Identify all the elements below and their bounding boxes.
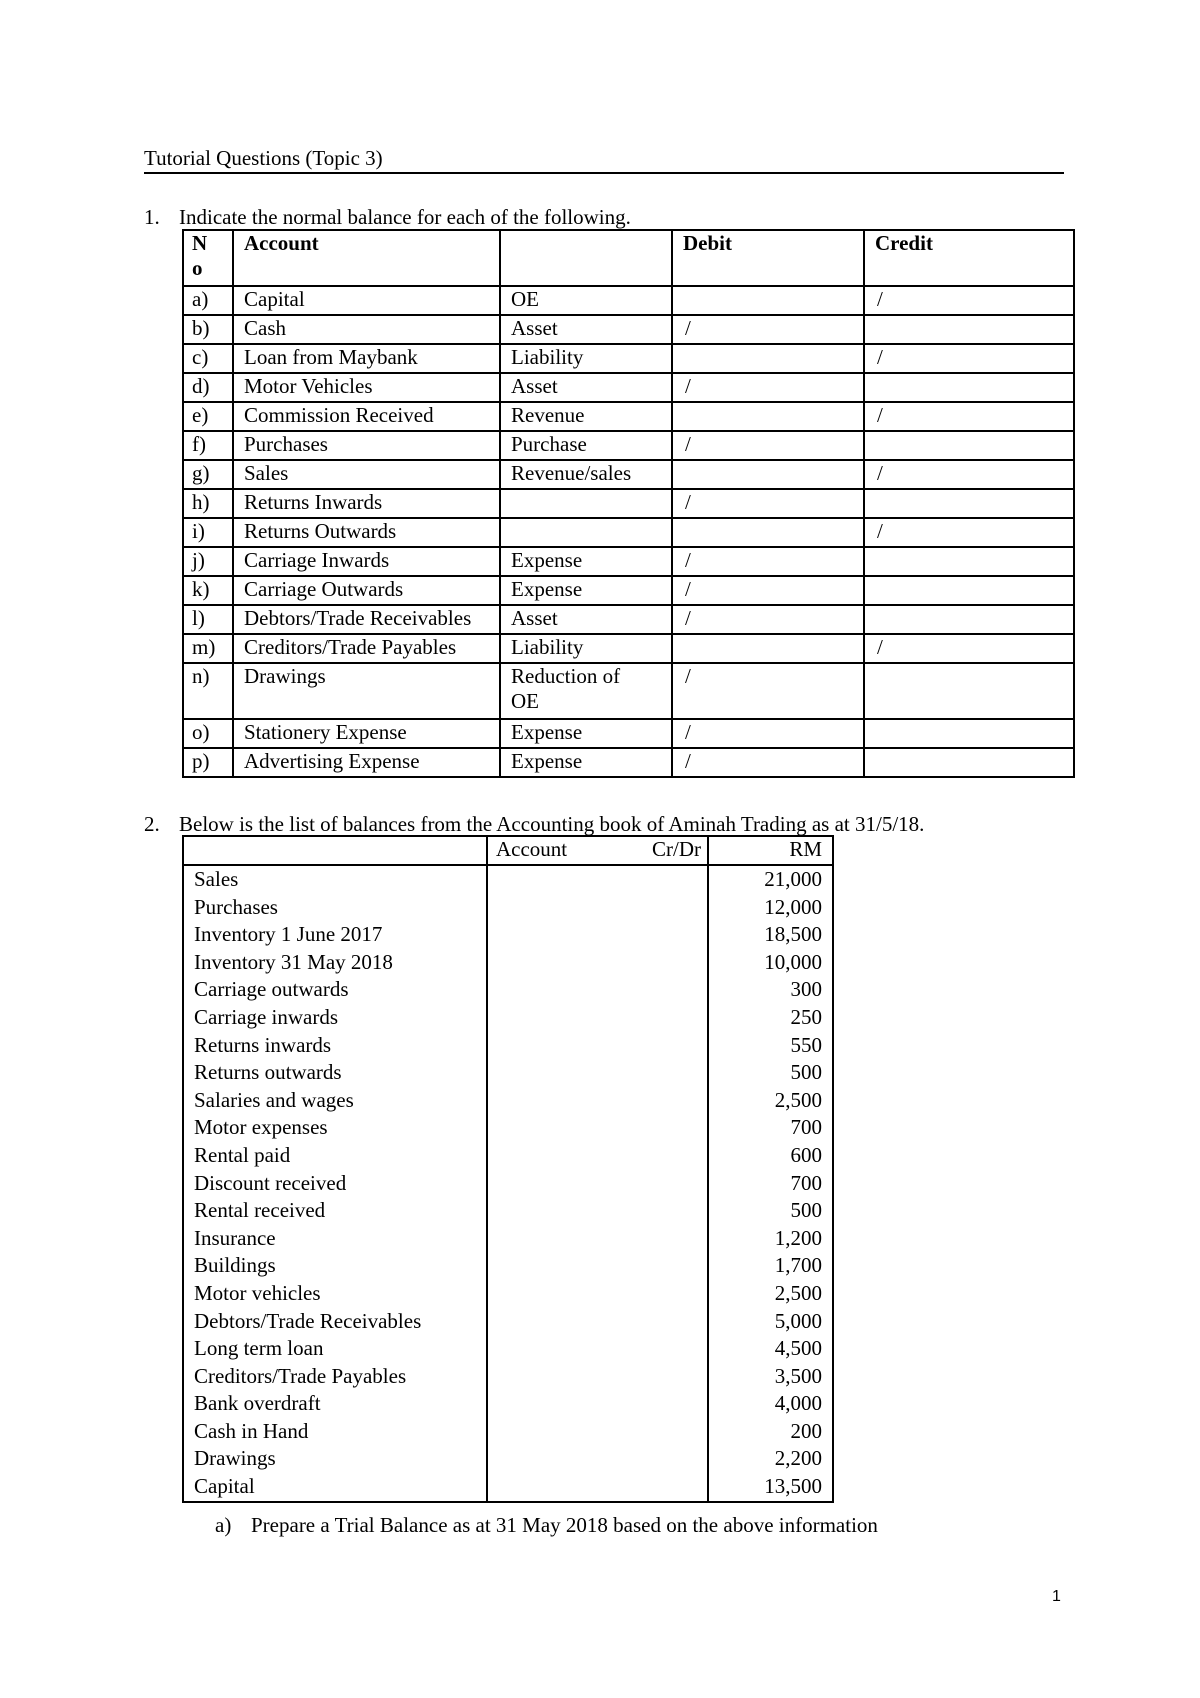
row-type: Asset [500,373,672,402]
row-account: Advertising Expense [233,748,500,777]
col-debit: Debit [672,230,864,286]
row-name: Long term loan [183,1335,487,1363]
row-debit [672,518,864,547]
row-credit [864,315,1074,344]
row-crdr [487,1418,708,1446]
question-number: 1. [144,205,160,229]
table-row [183,402,1074,431]
row-account: Stationery Expense [233,719,500,748]
row-debit: / [672,576,864,605]
row-no: k) [183,576,233,605]
sub-question-a [215,1513,878,1537]
row-account: Returns Outwards [233,518,500,547]
row-crdr [487,1114,708,1142]
table-row [183,460,1074,489]
table-row [183,894,833,922]
table-row [183,1280,833,1308]
row-type [500,518,672,547]
row-name: Sales [183,865,487,894]
row-amount: 600 [708,1142,833,1170]
row-amount: 500 [708,1059,833,1087]
row-name: Purchases [183,894,487,922]
page-number: 1 [1052,1588,1061,1605]
col-no: N o [183,230,233,286]
row-amount: 3,500 [708,1363,833,1391]
question-2 [144,812,924,836]
col-rm: RM [708,836,833,865]
normal-balance-table [182,229,1075,778]
table-row [183,315,1074,344]
question-text: Below is the list of balances from the Accounting book of Aminah Trading as at 31/5/18. [179,812,925,836]
sub-question-text: Prepare a Trial Balance as at 31 May 2018 based on the above information [251,1513,878,1537]
row-credit: / [864,402,1074,431]
row-crdr [487,1059,708,1087]
row-account: Cash [233,315,500,344]
row-no: a) [183,286,233,315]
table-row [183,719,1074,748]
row-amount: 18,500 [708,921,833,949]
row-crdr [487,921,708,949]
row-crdr [487,1252,708,1280]
row-credit: / [864,460,1074,489]
table-row [183,976,833,1004]
table-row [183,1142,833,1170]
col-type [500,230,672,286]
row-credit [864,663,1074,719]
table-row [183,748,1074,777]
row-name: Carriage inwards [183,1004,487,1032]
row-debit [672,286,864,315]
table-row [183,1197,833,1225]
row-amount: 4,000 [708,1390,833,1418]
row-name: Bank overdraft [183,1390,487,1418]
row-crdr [487,894,708,922]
row-amount: 5,000 [708,1308,833,1336]
table-header-row [183,836,833,865]
row-name: Discount received [183,1170,487,1198]
row-type: Asset [500,605,672,634]
row-amount: 200 [708,1418,833,1446]
row-crdr [487,949,708,977]
table-row [183,605,1074,634]
row-name: Inventory 31 May 2018 [183,949,487,977]
row-debit: / [672,605,864,634]
table-row [183,1032,833,1060]
row-account: Capital [233,286,500,315]
row-amount: 13,500 [708,1473,833,1502]
table-row [183,1114,833,1142]
row-crdr [487,1197,708,1225]
row-no: b) [183,315,233,344]
page-title: Tutorial Questions (Topic 3) [144,146,1064,174]
row-account: Loan from Maybank [233,344,500,373]
question-number: 2. [144,812,160,836]
row-account: Carriage Outwards [233,576,500,605]
row-amount: 4,500 [708,1335,833,1363]
table-row [183,1390,833,1418]
row-debit: / [672,748,864,777]
row-credit: / [864,518,1074,547]
row-amount: 700 [708,1114,833,1142]
row-name: Drawings [183,1445,487,1473]
row-crdr [487,1142,708,1170]
row-type: Expense [500,719,672,748]
row-type: Revenue [500,402,672,431]
col-account-crdr [487,836,708,865]
row-name: Motor expenses [183,1114,487,1142]
row-crdr [487,1170,708,1198]
col-crdr-label: Cr/Dr [652,837,701,861]
table-row [183,1059,833,1087]
table-row [183,663,1074,719]
row-crdr [487,1032,708,1060]
table-row [183,1445,833,1473]
row-credit [864,748,1074,777]
row-name: Rental received [183,1197,487,1225]
row-name: Salaries and wages [183,1087,487,1115]
table-row [183,865,833,894]
row-debit: / [672,373,864,402]
row-type: Asset [500,315,672,344]
row-account: Commission Received [233,402,500,431]
table-row [183,1363,833,1391]
row-debit [672,634,864,663]
row-debit [672,344,864,373]
table-row [183,1308,833,1336]
row-debit: / [672,489,864,518]
row-crdr [487,865,708,894]
row-credit [864,576,1074,605]
row-no: d) [183,373,233,402]
row-amount: 2,500 [708,1280,833,1308]
row-no: g) [183,460,233,489]
table-row [183,1335,833,1363]
row-credit [864,719,1074,748]
row-amount: 550 [708,1032,833,1060]
table-header-row [183,230,1074,286]
row-name: Inventory 1 June 2017 [183,921,487,949]
question-text: Indicate the normal balance for each of the following. [179,205,631,229]
row-amount: 1,200 [708,1225,833,1253]
row-no: n) [183,663,233,719]
row-type: Purchase [500,431,672,460]
table-row [183,921,833,949]
row-amount: 300 [708,976,833,1004]
row-type [500,489,672,518]
row-crdr [487,1225,708,1253]
table-row [183,489,1074,518]
row-credit: / [864,286,1074,315]
row-debit [672,460,864,489]
row-name: Rental paid [183,1142,487,1170]
row-type: Reduction of OE [500,663,672,719]
row-amount: 10,000 [708,949,833,977]
row-debit: / [672,431,864,460]
table-row [183,1418,833,1446]
row-crdr [487,1004,708,1032]
row-no: h) [183,489,233,518]
row-crdr [487,1335,708,1363]
row-name: Returns outwards [183,1059,487,1087]
row-account: Purchases [233,431,500,460]
row-crdr [487,1087,708,1115]
row-account: Carriage Inwards [233,547,500,576]
table-row [183,576,1074,605]
row-account: Sales [233,460,500,489]
row-amount: 500 [708,1197,833,1225]
table-row [183,344,1074,373]
row-no: f) [183,431,233,460]
table-row [183,1004,833,1032]
row-no: j) [183,547,233,576]
table-row [183,1252,833,1280]
table-row [183,373,1074,402]
row-credit [864,489,1074,518]
row-amount: 250 [708,1004,833,1032]
balances-table [182,835,834,1503]
table-row [183,547,1074,576]
row-name: Debtors/Trade Receivables [183,1308,487,1336]
table-row [183,1170,833,1198]
row-credit [864,431,1074,460]
table-row [183,1473,833,1502]
row-debit [672,402,864,431]
row-credit [864,373,1074,402]
row-name: Creditors/Trade Payables [183,1363,487,1391]
row-name: Capital [183,1473,487,1502]
row-account: Motor Vehicles [233,373,500,402]
row-account: Debtors/Trade Receivables [233,605,500,634]
row-type: Liability [500,634,672,663]
row-amount: 2,200 [708,1445,833,1473]
row-name: Motor vehicles [183,1280,487,1308]
row-type: Liability [500,344,672,373]
col-name [183,836,487,865]
row-credit: / [864,344,1074,373]
row-no: c) [183,344,233,373]
row-credit: / [864,634,1074,663]
row-debit: / [672,719,864,748]
row-type: OE [500,286,672,315]
row-type: Expense [500,547,672,576]
table-row [183,949,833,977]
row-crdr [487,1390,708,1418]
row-name: Cash in Hand [183,1418,487,1446]
row-debit: / [672,547,864,576]
row-debit: / [672,663,864,719]
col-account: Account [233,230,500,286]
row-type: Expense [500,576,672,605]
row-no: o) [183,719,233,748]
row-account: Returns Inwards [233,489,500,518]
row-amount: 2,500 [708,1087,833,1115]
table-row [183,1225,833,1253]
row-account: Creditors/Trade Payables [233,634,500,663]
row-name: Carriage outwards [183,976,487,1004]
row-crdr [487,1308,708,1336]
row-crdr [487,1280,708,1308]
sub-question-label: a) [215,1513,232,1537]
table-row [183,431,1074,460]
row-amount: 21,000 [708,865,833,894]
row-crdr [487,976,708,1004]
table-row [183,286,1074,315]
row-name: Returns inwards [183,1032,487,1060]
row-amount: 700 [708,1170,833,1198]
row-crdr [487,1363,708,1391]
row-credit [864,605,1074,634]
row-crdr [487,1473,708,1502]
col-account-label: Account [496,837,568,861]
row-type: Expense [500,748,672,777]
row-type: Revenue/sales [500,460,672,489]
col-credit: Credit [864,230,1074,286]
row-debit: / [672,315,864,344]
row-credit [864,547,1074,576]
row-name: Buildings [183,1252,487,1280]
row-no: p) [183,748,233,777]
row-crdr [487,1445,708,1473]
row-no: i) [183,518,233,547]
row-amount: 1,700 [708,1252,833,1280]
row-amount: 12,000 [708,894,833,922]
row-no: e) [183,402,233,431]
row-no: l) [183,605,233,634]
row-name: Insurance [183,1225,487,1253]
table-row [183,634,1074,663]
table-row [183,1087,833,1115]
row-account: Drawings [233,663,500,719]
row-no: m) [183,634,233,663]
question-1 [144,205,631,229]
table-row [183,518,1074,547]
